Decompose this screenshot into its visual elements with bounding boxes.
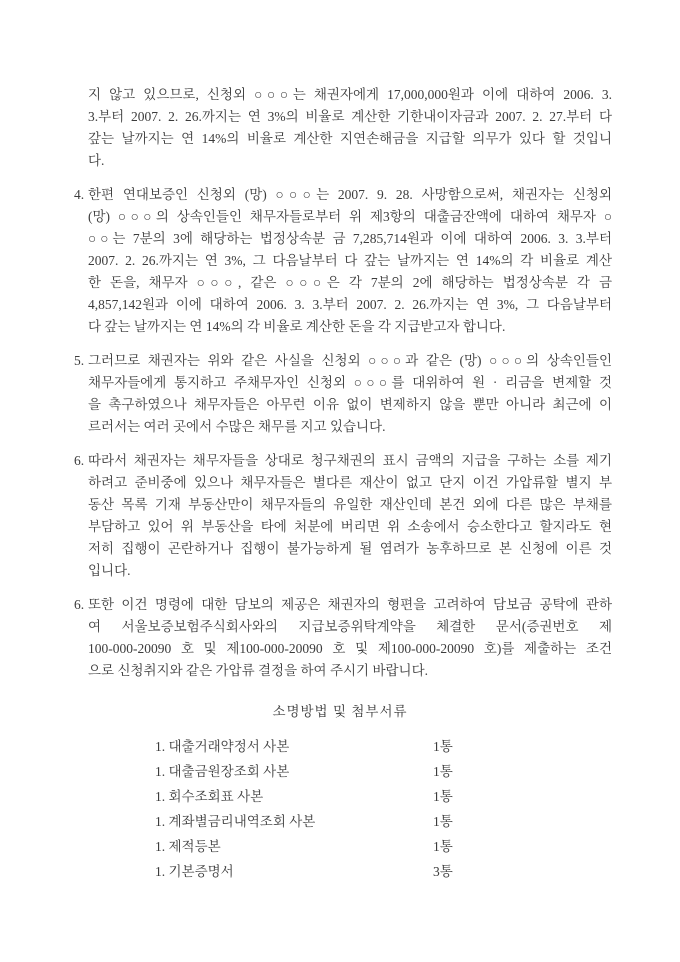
paragraph-number: 6. (74, 597, 85, 612)
attachment-row (155, 860, 535, 885)
attachment-count: 1통 (433, 789, 453, 804)
paragraph-line: 다 갚는 날까지는 연 14%의 각 비율로 계산한 돈을 각 지급받고자 합니다. (88, 319, 506, 334)
attachment-count: 1통 (433, 739, 453, 754)
paragraph-number: 5. (74, 353, 85, 368)
paragraph-number: 4. (74, 187, 85, 202)
paragraph-line: 그러므로 채권자는 위와 같은 사실을 신청외 ○○○과 같은 (망) ○○○의 상속인들인 (88, 353, 612, 368)
paragraph-line: 지 않고 있으므로, 신청외 ○○○는 채권자에게 17,000,000원과 이에 대하여 2006. 3. (88, 87, 612, 102)
paragraph-line: 채무자들에게 통지하고 주채무자인 신청외 ○○○를 대위하여 원 · 리금을 변제할 것 (88, 375, 612, 390)
paragraph-line: 갚는 날까지는 연 14%의 비율로 계산한 지연손해금을 지급할 의무가 있다 할 것입니 (88, 131, 612, 146)
paragraph (74, 350, 612, 438)
attachment-label: 1. 대출금원장조회 사본 (155, 764, 290, 779)
attachment-row (155, 810, 535, 835)
attachment-row (155, 835, 535, 860)
attachment-count: 1통 (433, 764, 453, 779)
paragraph-line: (망) ○○○의 상속인들인 채무자들로부터 위 제3항의 대출금잔액에 대하여 채무자 ○ (88, 209, 612, 224)
attachment-label: 1. 계좌별금리내역조회 사본 (155, 814, 316, 829)
attachment-count: 1통 (433, 839, 453, 854)
paragraph-number: 6. (74, 453, 85, 468)
paragraph-line: 한 돈을, 채무자 ○○○, 같은 ○○○은 각 7분의 2에 해당하는 법정상속분 각 금 (88, 275, 612, 290)
paragraph-line: 부담하고 있어 위 부동산을 타에 처분에 버리면 위 소송에서 승소한다고 할지라도 현 (88, 519, 612, 534)
paragraph-line: 저히 집행이 곤란하거나 집행이 불가능하게 될 염려가 농후하므로 본 신청에 이른 것 (88, 541, 612, 556)
paragraph-line: 또한 이건 명령에 대한 담보의 제공은 채권자의 형편을 고려하여 담보금 공탁에 관하 (88, 597, 612, 612)
attachments-list (155, 735, 535, 885)
paragraph-line: 2007. 2. 26.까지는 연 3%, 그 다음날부터 다 갚는 날까지는 연 14%의 각 비율로 계산 (88, 253, 612, 268)
paragraph-line: 으로 신청취지와 같은 가압류 결정을 하여 주시기 바랍니다. (88, 663, 428, 678)
attachment-label: 1. 회수조회표 사본 (155, 789, 264, 804)
attachment-count: 1통 (433, 814, 453, 829)
attachment-count: 3통 (433, 864, 453, 879)
paragraph-line: 다. (88, 153, 105, 168)
paragraph-line: 르러서는 여러 곳에서 수많은 채무를 지고 있습니다. (88, 419, 386, 434)
paragraph-line: 입니다. (88, 563, 131, 578)
paragraph-line: ○○는 7분의 3에 해당하는 법정상속분 금 7,285,714원과 이에 대하여 2006. 3. 3.부터 (88, 231, 612, 246)
attachment-row (155, 785, 535, 810)
paragraph-line: 하려고 준비중에 있으나 채무자들은 별다른 재산이 없고 단지 이건 가압류할 별지 부 (88, 475, 612, 490)
document-body (74, 84, 612, 694)
attachment-row (155, 735, 535, 760)
paragraph-line: 3.부터 2007. 2. 26.까지는 연 3%의 비율로 계산한 기한내이자금과 2007. 2. 27.부터 다 (88, 109, 612, 124)
attachment-label: 1. 제적등본 (155, 839, 221, 854)
paragraph-line: 한편 연대보증인 신청외 (망) ○○○는 2007. 9. 28. 사망함으로써, 채권자는 신청외 (88, 187, 612, 202)
paragraph (88, 84, 612, 172)
paragraph-line: 4,857,142원과 이에 대하여 2006. 3. 3.부터 2007. 2. 26.까지는 연 3%, 그 다음날부터 (88, 297, 612, 312)
attachment-label: 1. 대출거래약정서 사본 (155, 739, 290, 754)
paragraph-line: 여 서울보증보험주식회사와의 지급보증위탁계약을 체결한 문서(증권번호 제 (88, 619, 612, 634)
paragraph (74, 184, 612, 338)
paragraph-line: 동산 목록 기재 부동산만이 채무자들의 유일한 재산인데 본건 외에 다른 많은 부채를 (88, 497, 612, 512)
paragraph (74, 450, 612, 582)
attachment-row (155, 760, 535, 785)
paragraph-line: 을 촉구하였으나 채무자들은 아무런 이유 없이 변제하지 않을 뿐만 아니라 최근에 이 (88, 397, 612, 412)
attachments-heading: 소명방법 및 첨부서류 (272, 704, 408, 719)
paragraph (74, 594, 612, 682)
paragraph-line: 따라서 채권자는 채무자들을 상대로 청구채권의 표시 금액의 지급을 구하는 소를 제기 (88, 453, 612, 468)
attachment-label: 1. 기본증명서 (155, 864, 234, 879)
paragraph-line: 100-000-20090 호 및 제100-000-20090 호 및 제100-000-20090 호)를 제출하는 조건 (88, 641, 612, 656)
